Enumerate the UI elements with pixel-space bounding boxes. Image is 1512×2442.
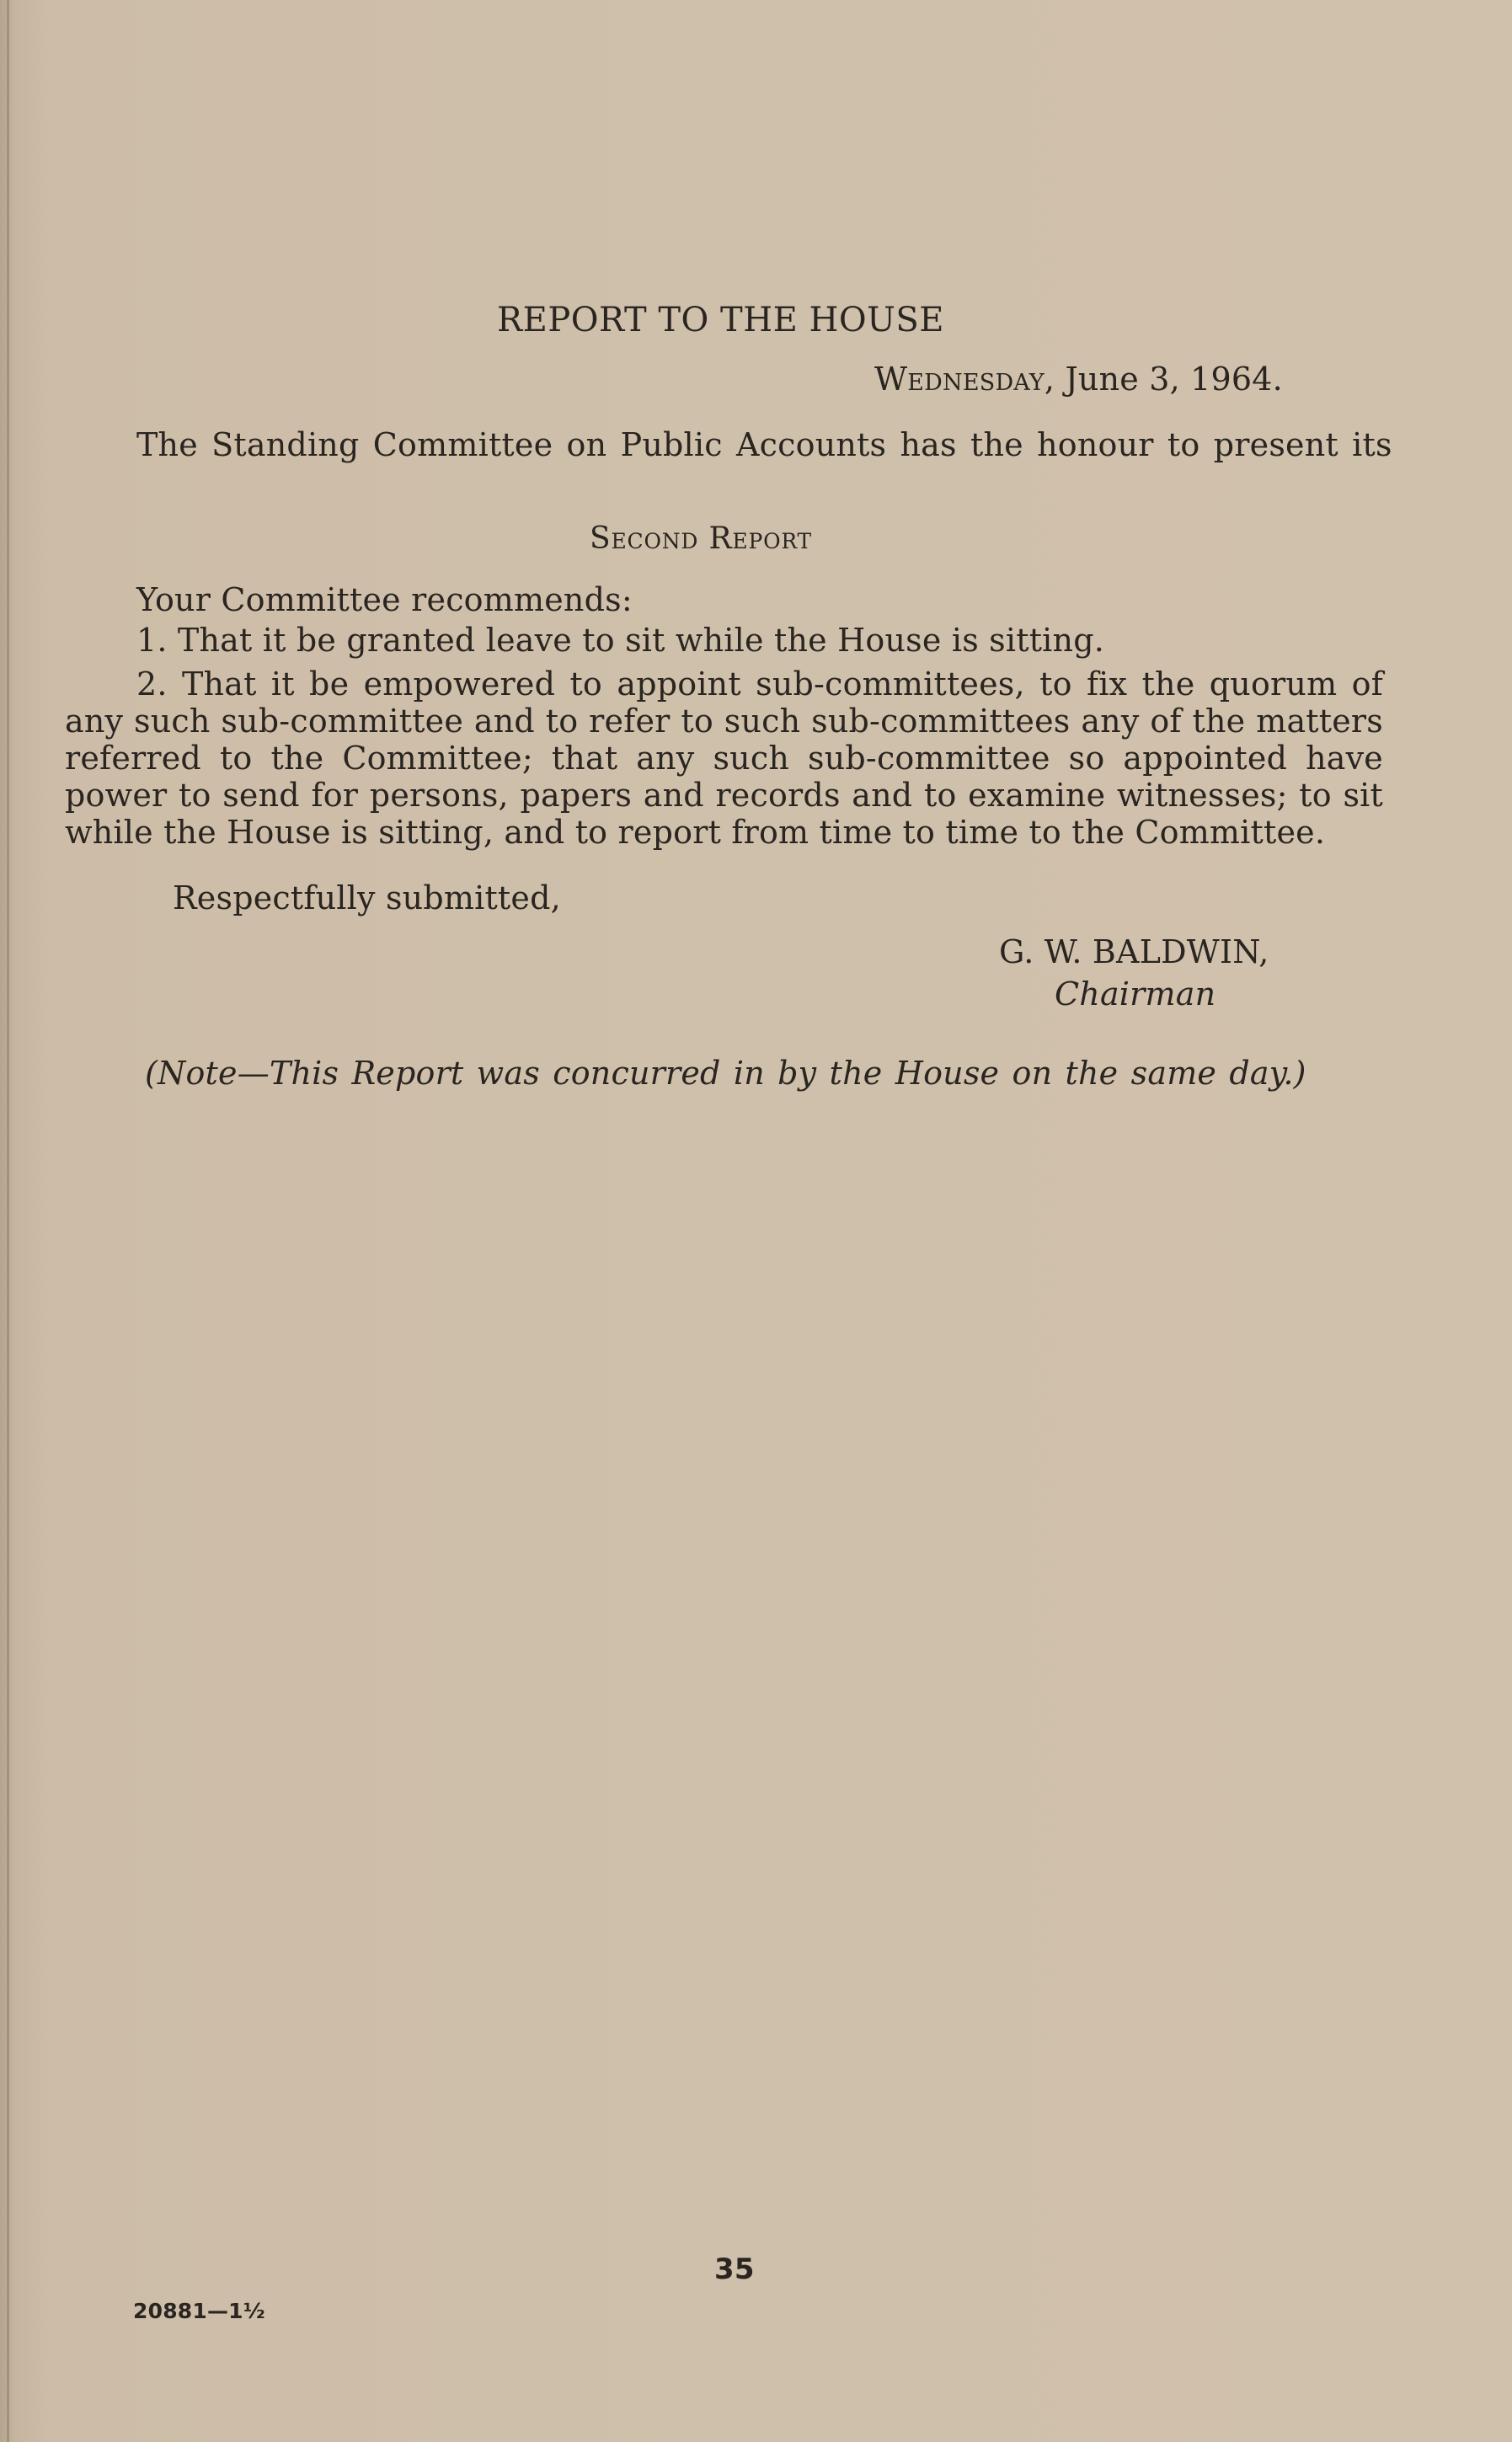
signer-name: G. W. BALDWIN, <box>999 933 1269 970</box>
intro-paragraph: The Standing Committee on Public Accounts has the honour to present its <box>136 426 1392 463</box>
signer-role: Chairman <box>1055 975 1216 1013</box>
page-number: 35 <box>714 2252 755 2286</box>
recommendation-item-1: 1. That it be granted leave to sit while the House is sitting. <box>136 622 1105 659</box>
report-heading: REPORT TO THE HOUSE <box>497 301 944 339</box>
report-date <box>874 361 1283 398</box>
date-weekday: Wednesday <box>874 361 1045 398</box>
print-code: 20881—1½ <box>133 2299 265 2323</box>
page-binding-edge <box>7 0 9 2442</box>
concurrence-note: (Note—This Report was concurred in by the House on the same day.) <box>145 1055 1306 1092</box>
recommendation-item-2 <box>65 665 1383 851</box>
report-subheading: Second Report <box>590 521 813 556</box>
closing-line: Respectfully submitted, <box>173 879 561 916</box>
recommends-line: Your Committee recommends: <box>136 581 633 618</box>
date-rest: , June 3, 1964. <box>1044 361 1283 398</box>
recommendation-item-2-text: 2. That it be empowered to appoint sub-committees, to fix the quorum of any such sub-committee and to refer to such sub-committees any of the matters referred to the Committee; that any such sub-committee so appointed have power to send for persons, papers and records and to examine witnesses; to sit while the House is sitting, and to report from time to time to the Committee. <box>65 665 1383 851</box>
